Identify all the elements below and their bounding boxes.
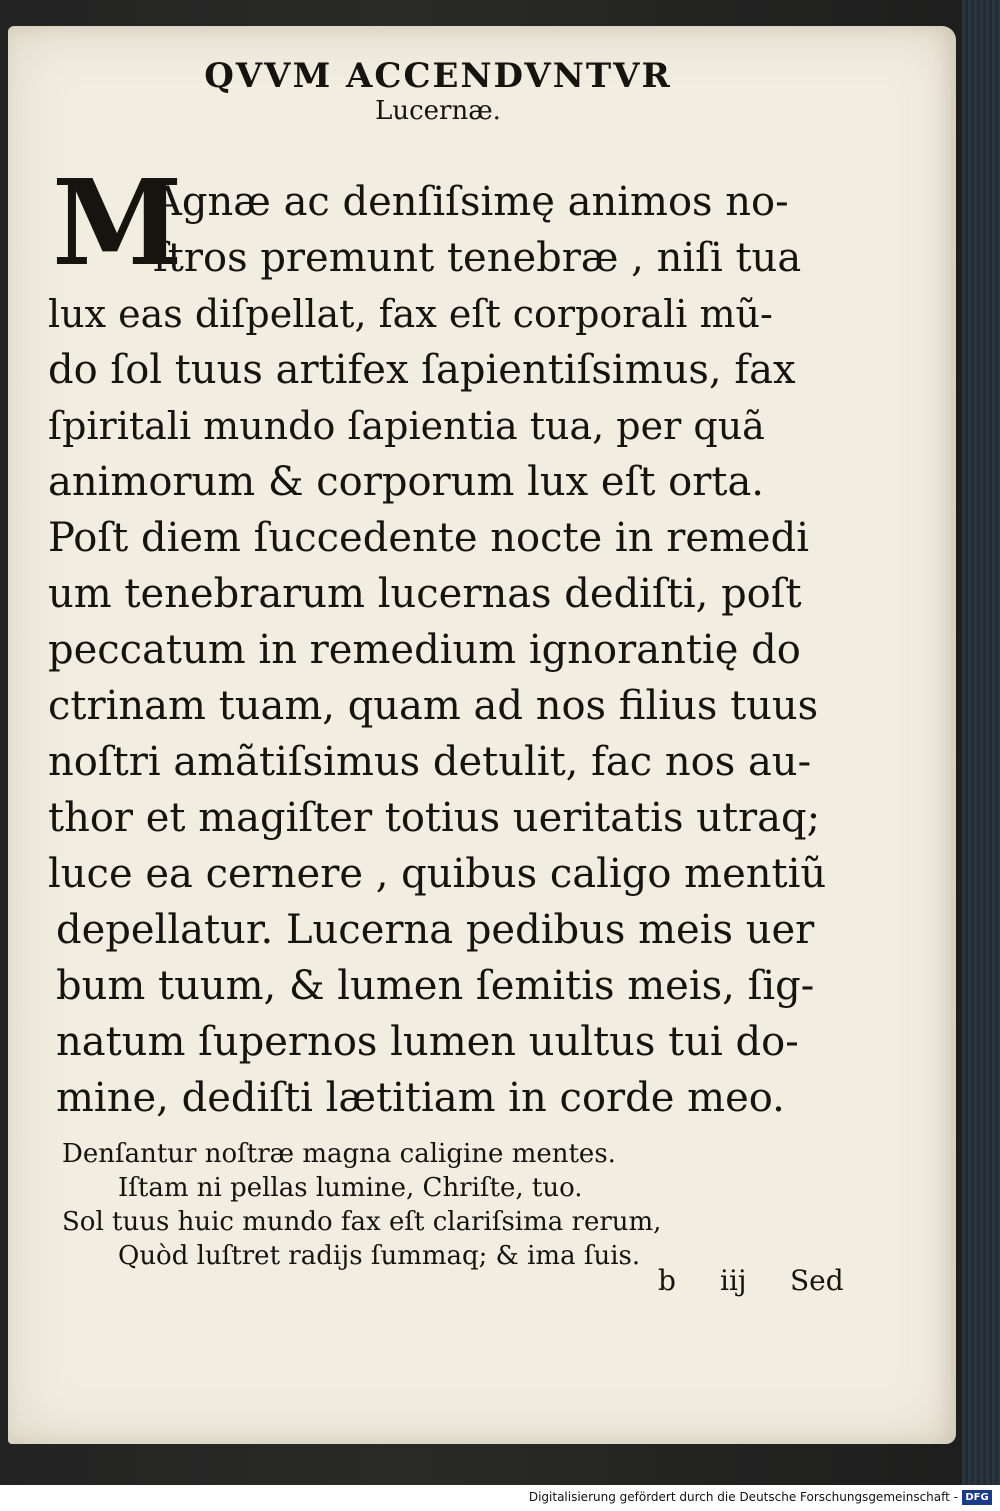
signature-number: iij bbox=[720, 1264, 747, 1297]
prose-line: Poſt diem ſuccedente nocte in remedi bbox=[48, 515, 809, 561]
prose-line: depellatur. Lucerna pedibus meis uer bbox=[56, 907, 815, 953]
catchword: Sed bbox=[790, 1264, 844, 1297]
digitization-footer bbox=[0, 1485, 1000, 1511]
prose-line: bum tuum, & lumen ſemitis meis, ſig- bbox=[56, 963, 815, 1009]
book-edge bbox=[962, 0, 1000, 1485]
prose-line: do ſol tuus artifex ſapientiſsimus, fax bbox=[48, 347, 796, 393]
prose-line: animorum & corporum lux eſt orta. bbox=[48, 459, 765, 505]
prose-line: Agnæ ac denſiſsimę animos no- bbox=[153, 179, 789, 225]
book-page bbox=[8, 26, 956, 1444]
prose-line: natum ſupernos lumen uultus tui do- bbox=[56, 1019, 799, 1065]
page-subheading: Lucernæ. bbox=[375, 96, 501, 126]
verse-line: Denſantur noſtræ magna caligine mentes. bbox=[62, 1139, 616, 1169]
page-text bbox=[8, 26, 956, 1444]
verse-line: Sol tuus huic mundo fax eſt clariſsima rerum, bbox=[62, 1207, 662, 1237]
prose-line: um tenebrarum lucernas dediſti, poſt bbox=[48, 571, 802, 617]
prose-line: peccatum in remedium ignorantię do bbox=[48, 627, 801, 673]
drop-capital: M bbox=[52, 153, 183, 292]
dfg-logo: DFG bbox=[962, 1490, 992, 1505]
prose-line: luce ea cernere , quibus caligo mentiũ bbox=[48, 851, 827, 897]
prose-line: noſtri amãtiſsimus detulit, fac nos au- bbox=[48, 739, 812, 785]
prose-line: mine, dediſti lætitiam in corde meo. bbox=[56, 1075, 785, 1121]
prose-line: ſtros premunt tenebræ , niſi tua bbox=[153, 235, 802, 281]
prose-line: ſpiritali mundo ſapientia tua, per quã bbox=[48, 404, 765, 448]
funding-credit: Digitalisierung gefördert durch die Deutsche Forschungsgemeinschaft - bbox=[528, 1490, 958, 1504]
prose-line: ctrinam tuam, quam ad nos filius tuus bbox=[48, 683, 819, 729]
signature-mark: b bbox=[658, 1264, 676, 1297]
prose-line: thor et magiſter totius ueritatis utraq; bbox=[48, 795, 821, 841]
verse-line: Quòd luſtret radijs ſummaq; & ima ſuis. bbox=[118, 1241, 641, 1271]
verse-line: Iſtam ni pellas lumine, Chriſte, tuo. bbox=[118, 1173, 583, 1203]
page-heading: QVVM ACCENDVNTVR bbox=[204, 56, 672, 96]
prose-line: lux eas diſpellat, fax eſt corporali mũ- bbox=[48, 292, 773, 336]
